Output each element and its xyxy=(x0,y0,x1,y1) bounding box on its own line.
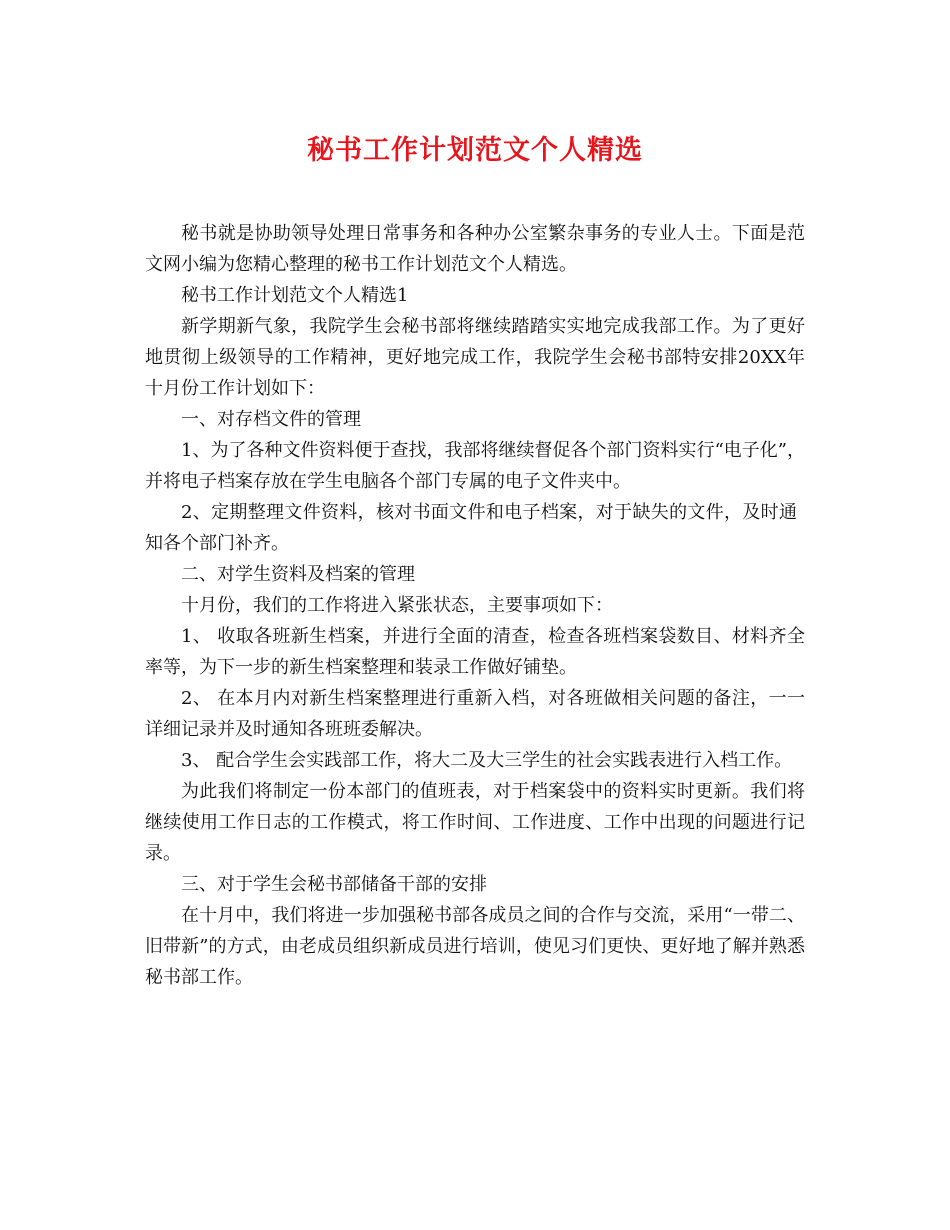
archive-item-2: 2、定期整理文件资料，核对书面文件和电子档案，对于缺失的文件，及时通知各个部门补齐。 xyxy=(145,502,797,554)
section-heading-sample-1: 秘书工作计划范文个人精选1 xyxy=(181,285,409,306)
student-records-item-1: 1、 收取各班新生档案，并进行全面的清查，检查各班档案袋数目、材料齐全率等，为下一步的新生档案整理和装录工作做好铺垫。 xyxy=(145,626,805,678)
document-page xyxy=(145,128,805,993)
heading-reserve-staff: 三、对于学生会秘书部储备干部的安排 xyxy=(181,874,487,895)
student-records-intro: 十月份，我们的工作将进入紧张状态，主要事项如下： xyxy=(181,595,613,616)
heading-archive-management: 一、对存档文件的管理 xyxy=(181,409,361,430)
archive-item-1: 1、为了各种文件资料便于查找，我部将继续督促各个部门资料实行“电子化”，并将电子档案存放在学生电脑各个部门专属的电子文件夹中。 xyxy=(145,440,805,492)
student-records-item-2: 2、 在本月内对新生档案整理进行重新入档，对各班做相关问题的备注，一一详细记录并及时通知各班班委解决。 xyxy=(145,688,805,740)
student-records-item-3: 3、 配合学生会实践部工作，将大二及大三学生的社会实践表进行入档工作。 xyxy=(181,750,793,771)
intro-paragraph: 秘书就是协助领导处理日常事务和各种办公室繁杂事务的专业人士。下面是范文网小编为您精心整理的秘书工作计划范文个人精选。 xyxy=(145,223,805,275)
document-title: 秘书工作计划范文个人精选 xyxy=(307,135,643,166)
opening-paragraph: 新学期新气象，我院学生会秘书部将继续踏踏实实地完成我部工作。为了更好地贯彻上级领导的工作精神，更好地完成工作，我院学生会秘书部特安排20XX年十月份工作计划如下： xyxy=(145,316,805,399)
heading-student-records: 二、对学生资料及档案的管理 xyxy=(181,564,415,585)
reserve-staff-paragraph: 在十月中，我们将进一步加强秘书部各成员之间的合作与交流，采用“一带二、旧带新”的方式，由老成员组织新成员进行培训，使见习们更快、更好地了解并熟悉秘书部工作。 xyxy=(145,905,805,988)
duty-roster-paragraph: 为此我们将制定一份本部门的值班表，对于档案袋中的资料实时更新。我们将继续使用工作日志的工作模式，将工作时间、工作进度、工作中出现的问题进行记录。 xyxy=(145,781,805,864)
